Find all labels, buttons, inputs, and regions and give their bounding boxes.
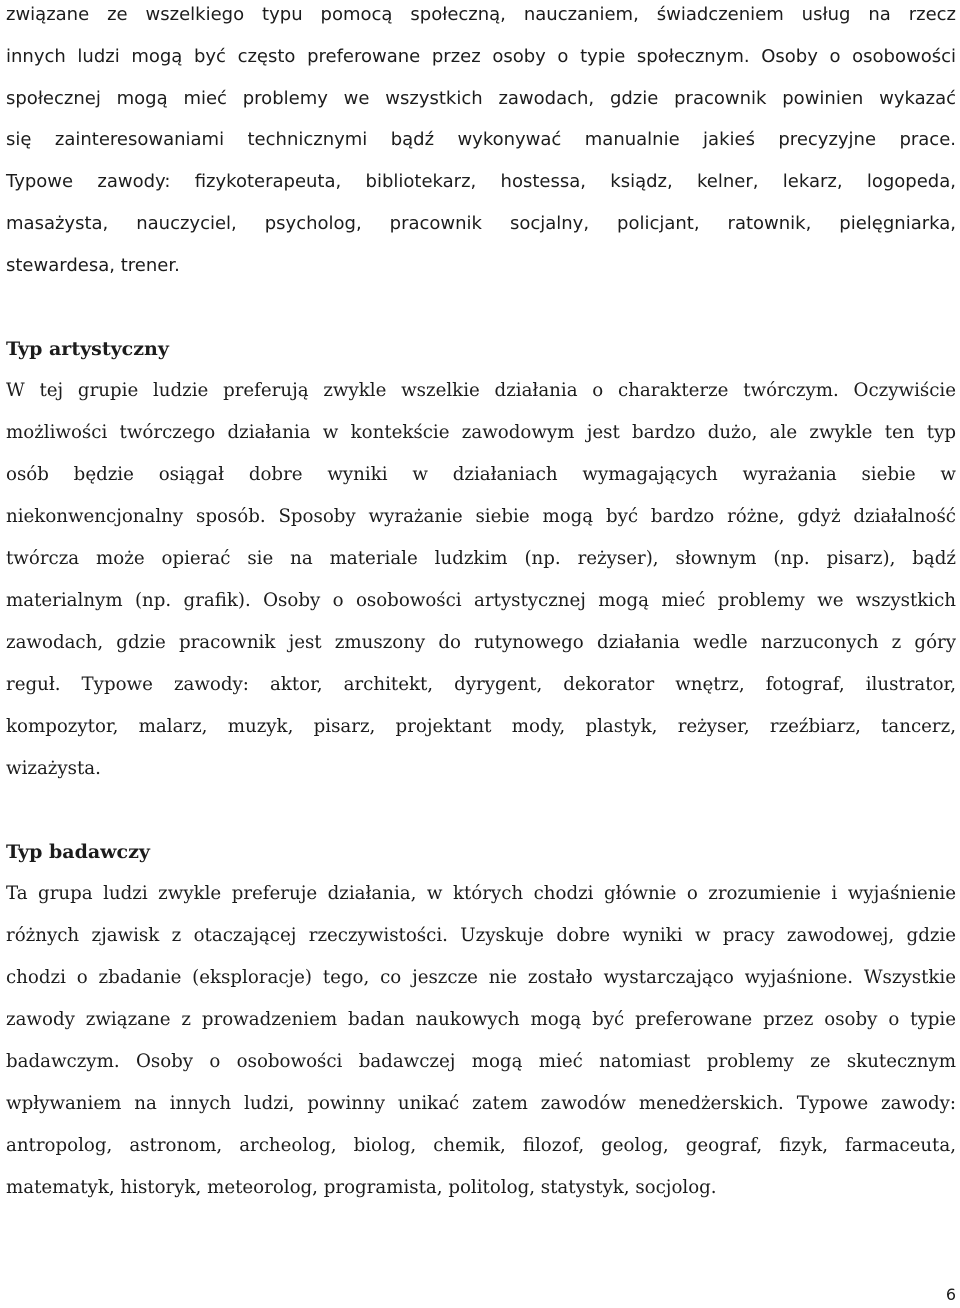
text-line: antropolog, astronom, archeolog, biolog, chemik, filozof, geolog, geograf, fizyk, farmaceuta, [6, 1135, 956, 1156]
text-line: twórcza może opierać sie na materiale ludzkim (np. reżyser), słownym (np. pisarz), bądź [6, 548, 956, 569]
text-line: związane ze wszelkiego typu pomocą społeczną, nauczaniem, świadczeniem usług na rzecz [6, 4, 956, 25]
text-line: Typowe zawody: fizykoterapeuta, bibliotekarz, hostessa, ksiądz, kelner, lekarz, logopeda, [6, 171, 956, 192]
text-line: Ta grupa ludzi zwykle preferuje działania, w których chodzi głównie o zrozumienie i wyjaśnienie [6, 883, 956, 904]
text-line: zawodach, gdzie pracownik jest zmuszony do rutynowego działania wedle narzuconych z góry [6, 632, 956, 653]
text-line: masażysta, nauczyciel, psycholog, pracownik socjalny, policjant, ratownik, pielęgniarka, [6, 213, 956, 234]
text-line: matematyk, historyk, meteorolog, programista, politolog, statystyk, socjolog. [6, 1177, 717, 1198]
text-line: materialnym (np. grafik). Osoby o osobowości artystycznej mogą mieć problemy we wszystkich [6, 590, 956, 611]
text-line: różnych zjawisk z otaczającej rzeczywistości. Uzyskuje dobre wyniki w pracy zawodowej, gdzie [6, 925, 956, 946]
text-line: się zainteresowaniami technicznymi bądź wykonywać manualnie jakieś precyzyjne prace. [6, 129, 956, 150]
text-line: osób będzie osiągał dobre wyniki w działaniach wymagających wyrażania siebie w [6, 464, 956, 485]
text-line: chodzi o zbadanie (eksploracje) tego, co jeszcze nie zostało wystarczająco wyjaśnione. Wszystkie [6, 967, 956, 988]
text-line: kompozytor, malarz, muzyk, pisarz, projektant mody, plastyk, reżyser, rzeźbiarz, tancerz, [6, 716, 956, 737]
text-line: stewardesa, trener. [6, 255, 180, 276]
text-line: W tej grupie ludzie preferują zwykle wszelkie działania o charakterze twórczym. Oczywiście [6, 380, 956, 401]
text-line: wpływaniem na innych ludzi, powinny unikać zatem zawodów menedżerskich. Typowe zawody: [6, 1093, 956, 1114]
heading-typ-artystyczny: Typ artystyczny [6, 338, 169, 360]
text-line: społecznej mogą mieć problemy we wszystkich zawodach, gdzie pracownik powinien wykazać [6, 88, 956, 109]
text-line: zawody związane z prowadzeniem badan naukowych mogą być preferowane przez osoby o typie [6, 1009, 956, 1030]
heading-typ-badawczy: Typ badawczy [6, 841, 150, 863]
page-number: 6 [945, 1285, 956, 1304]
text-line: możliwości twórczego działania w kontekście zawodowym jest bardzo dużo, ale zwykle ten typ [6, 422, 956, 443]
text-line: reguł. Typowe zawody: aktor, architekt, dyrygent, dekorator wnętrz, fotograf, ilustrator, [6, 674, 956, 695]
text-line: badawczym. Osoby o osobowości badawczej mogą mieć natomiast problemy ze skutecznym [6, 1051, 956, 1072]
text-line: innych ludzi mogą być często preferowane przez osoby o typie społecznym. Osoby o osobowości [6, 46, 956, 67]
text-line: niekonwencjonalny sposób. Sposoby wyrażanie siebie mogą być bardzo różne, gdyż działalność [6, 506, 956, 527]
text-line: wizażysta. [6, 758, 101, 779]
